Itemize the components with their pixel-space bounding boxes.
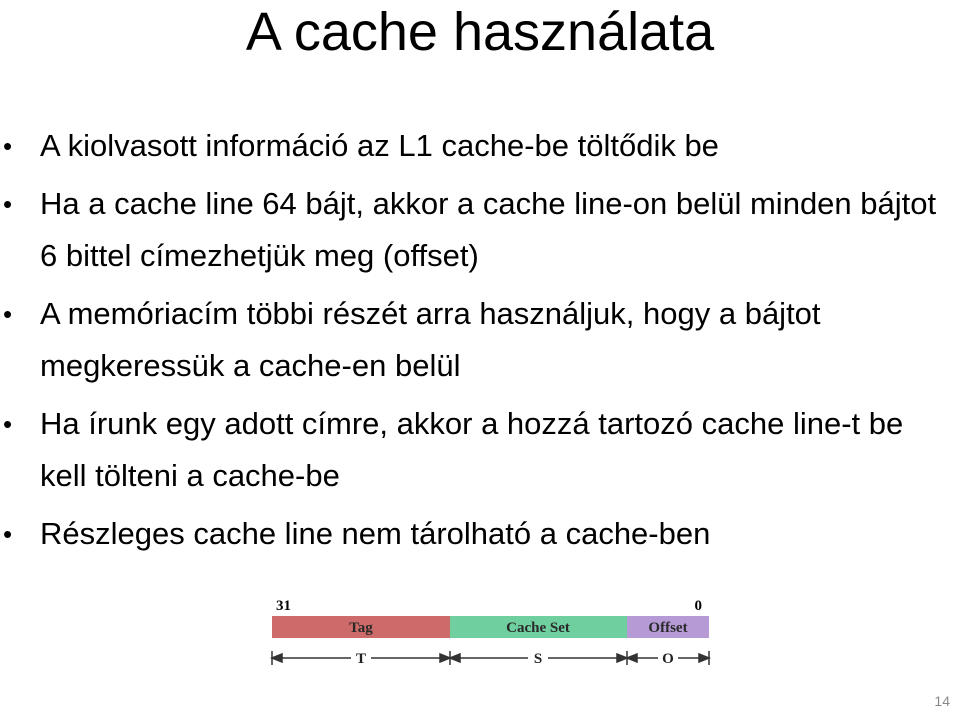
bullet-text: A memóriacím többi részét arra használjuk, hogy a bájtot megkeressük a cache-en belül xyxy=(40,296,821,383)
bullet-dot-icon: • xyxy=(3,131,13,161)
bullet-item xyxy=(0,178,945,282)
bullet-dot-icon: • xyxy=(3,299,13,329)
tag-symbol: T xyxy=(355,651,367,667)
bullet-text: A kiolvasott információ az L1 cache-be töltődik be xyxy=(40,128,719,163)
bullet-item xyxy=(0,508,945,560)
offset-field-label: Offset xyxy=(648,620,688,636)
bullet-text: Ha a cache line 64 bájt, akkor a cache line-on belül minden bájtot 6 bittel címezhetjük meg (offset) xyxy=(40,186,937,273)
high-bit-label: 31 xyxy=(276,598,291,614)
offset-symbol: O xyxy=(662,651,674,667)
cache-set-field-label: Cache Set xyxy=(506,620,570,636)
bullet-dot-icon: • xyxy=(3,519,13,549)
slide-title: A cache használata xyxy=(245,2,715,62)
bullet-dot-icon: • xyxy=(3,189,13,219)
bullet-item xyxy=(0,398,945,502)
low-bit-label: 0 xyxy=(694,598,702,614)
bullet-item xyxy=(0,288,945,392)
bullet-dot-icon: • xyxy=(3,409,13,439)
tag-field-label: Tag xyxy=(349,620,373,636)
bullet-list xyxy=(0,120,960,566)
bullet-text: Ha írunk egy adott címre, akkor a hozzá tartozó cache line-t be kell tölteni a cache-be xyxy=(40,406,904,493)
bullet-text: Részleges cache line nem tárolható a cache-ben xyxy=(40,516,711,551)
page-number: 14 xyxy=(934,693,950,709)
bullet-item xyxy=(0,120,945,172)
set-symbol: S xyxy=(533,651,543,667)
address-bit-diagram xyxy=(262,592,722,672)
